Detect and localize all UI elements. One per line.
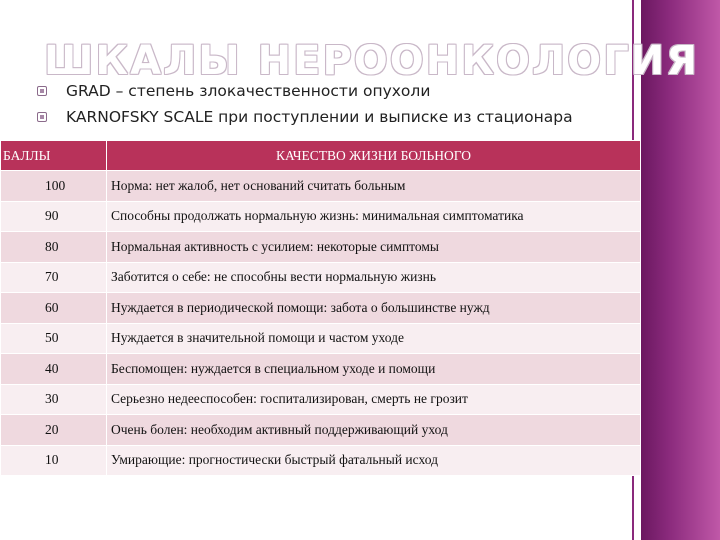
table-row [1,293,641,324]
score-cell: 90 [1,201,107,232]
score-cell: 60 [1,293,107,324]
description-cell: Серьезно недееспособен: госпитализирован, смерть не грозит [107,384,641,415]
column-header-quality: КАЧЕСТВО ЖИЗНИ БОЛЬНОГО [107,141,641,171]
table-row [1,201,641,232]
description-cell: Беспомощен: нуждается в специальном уходе и помощи [107,354,641,385]
table-row [1,384,641,415]
square-bullet-icon [37,112,47,122]
description-cell: Очень болен: необходим активный поддерживающий уход [107,415,641,446]
table-row [1,323,641,354]
table-header-row [1,141,641,171]
description-cell: Нормальная активность с усилием: некоторые симптомы [107,232,641,263]
square-bullet-icon [37,86,47,96]
table-row [1,232,641,263]
column-header-score: БАЛЛЫ [1,141,107,171]
score-cell: 70 [1,262,107,293]
score-cell: 80 [1,232,107,263]
description-cell: Заботится о себе: не способны вести нормальную жизнь [107,262,641,293]
bullet-text: GRAD – степень злокачественности опухоли [66,82,431,100]
bullet-item [0,82,620,108]
score-cell: 40 [1,354,107,385]
score-cell: 10 [1,445,107,476]
description-cell: Нуждается в значительной помощи и частом уходе [107,323,641,354]
bullet-list [0,82,620,134]
score-cell: 20 [1,415,107,446]
karnofsky-table [0,140,641,476]
table-row [1,415,641,446]
table-row [1,354,641,385]
slide-title: ШКАЛЫ НЕРООНКОЛОГИЯ [44,38,699,84]
table-row [1,171,641,202]
description-cell: Умирающие: прогностически быстрый фатальный исход [107,445,641,476]
description-cell: Норма: нет жалоб, нет оснований считать больным [107,171,641,202]
bullet-text: KARNOFSKY SCALE при поступлении и выписке из стационара [66,108,573,126]
table-row [1,445,641,476]
score-cell: 100 [1,171,107,202]
score-cell: 50 [1,323,107,354]
table-row [1,262,641,293]
score-cell: 30 [1,384,107,415]
description-cell: Способны продолжать нормальную жизнь: минимальная симптоматика [107,201,641,232]
bullet-item [0,108,620,134]
description-cell: Нуждается в периодической помощи: забота о большинстве нужд [107,293,641,324]
